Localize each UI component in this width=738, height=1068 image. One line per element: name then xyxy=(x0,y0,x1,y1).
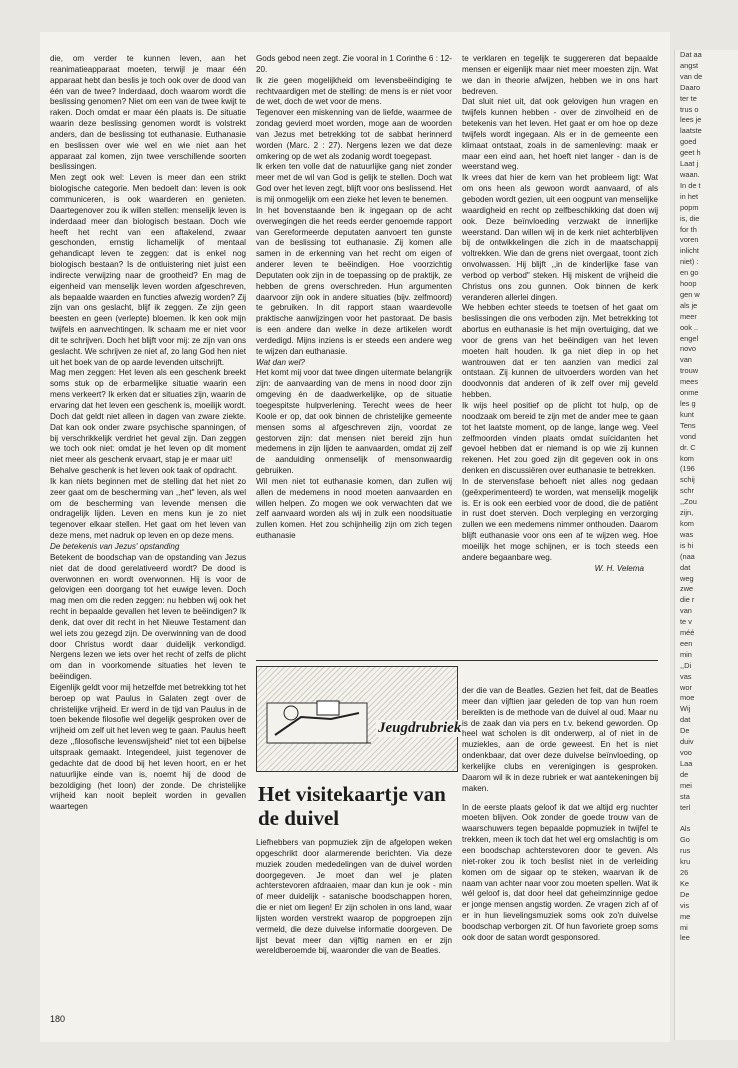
next-page-line: mi xyxy=(680,922,688,932)
next-page-line: laatste xyxy=(680,126,702,136)
next-page-line: in het xyxy=(680,191,699,201)
next-page-line: De xyxy=(680,889,690,899)
next-page-line: vond xyxy=(680,431,697,441)
article-column-2: Liefhebbers van popmuziek zijn de afgelopen weken opgeschrikt door alarmerende berichten. Via deze muziek zouden mededelingen van de duivel worden doorgegeven. Je moet dan wel je platen achterstevoren afdraaien, maar dan kun je ook - min of meer duidelijk - satanische boodschappen horen, die er niet om liegen! Er zijn scholen in ons land, waar lijsten worden verstrekt waarop de popgroepen zijn vermeld, die deze duivelse informatie doorgeven. De lijst bevat meer dan vijftig namen en er zijn wereldberoemde bij, waaronder die van de Beatles. xyxy=(256,838,452,956)
jeugdrubriek-banner xyxy=(256,666,458,772)
page-number: 180 xyxy=(50,1014,66,1024)
paragraph: Ik vrees dat hier de kern van het probleem ligt: Wat om ons heen als gewoon wordt aanvaard, of als geboden wordt gezien, uit een oogpunt van menselijke waardigheid en recht op zelfbeschikking dat doen wij ook. Deze beïnvloeding verzwakt de innerlijke weerstand. Dan willen wij in de kerk niet achterblijven bij de ontwikkelingen die zich in de maatschappij voltrekken. Wie dan de grens niet overgaat, toont zich onvolwassen. Hij blijft ,,in de kinderlijke fase van verbod op verbod" steken. Hij miskent de vrijheid die Christus ons zou gunnen. Ook binnen de kerk veranderen allerlei dingen. xyxy=(462,173,658,302)
next-page-line: kom xyxy=(680,518,694,528)
next-page-line: Go xyxy=(680,835,690,845)
next-page-line: ,,Di xyxy=(680,660,692,670)
next-page-line: is hi xyxy=(680,540,694,550)
next-page-line: als je xyxy=(680,300,698,310)
next-page-line: onme xyxy=(680,388,699,398)
paragraph: te verklaren en tegelijk te suggereren dat bepaalde mensen er eigenlijk maar niet meer moesten zijn. Wat we dan in theorie afwijzen, hebben we in ons hart bedreven. xyxy=(462,54,658,96)
section-heading-opstanding: De betekenis van Jezus' opstanding xyxy=(50,541,180,551)
paragraph: Dat sluit niet uit, dat ook gelovigen hun vragen en twijfels kunnen hebben - over de zinvolheid en de betekenis van het leven. Het gaat er om hoe op deze twijfels wordt ingegaan. Als er in de gemeente een klimaat ontstaat, zoals in de samenleving: maak er maar een eind aan, het hoeft niet langer - dan is de weerstand weg. xyxy=(462,97,658,172)
next-page-line: Laa xyxy=(680,758,693,768)
next-page-line: lees je xyxy=(680,115,702,125)
next-page-line: rus xyxy=(680,846,691,856)
article-column-3 xyxy=(462,678,658,952)
column-3 xyxy=(462,54,658,575)
paragraph: In de stervensfase behoeft niet alles nog gedaan (geëxperimenteerd) te worden, wat menselijk mogelijk is. Er is ook een eerbied voor de dood, die de patiënt in rust doet sterven. Doch verpleging en verzorging zullen we een medemens nimmer onthouden. Daarom blijft euthanasie voor ons een af te wijzen weg. Hoe moeilijk het moge schijnen, er is toch steeds een andere begaanbare weg. xyxy=(462,476,658,562)
next-page-line: De xyxy=(680,726,690,736)
next-page-line: me xyxy=(680,911,691,921)
paragraph: Gods gebod neen zegt. Zie vooral in 1 Corinthe 6 : 12-20. xyxy=(256,54,452,74)
next-page-line: (naa xyxy=(680,551,695,561)
next-page-line: méé xyxy=(680,628,695,638)
next-page-line: Dat aa xyxy=(680,50,702,59)
paragraph: Ik zie geen mogelijkheid om levensbeëindiging te rechtvaardigen met de stelling: de mens is er niet voor de wet, doch de wet voor de mens. xyxy=(256,75,452,107)
next-page-line: trouw xyxy=(680,366,699,376)
next-page-line: ter te xyxy=(680,93,697,103)
next-page-line: gen w xyxy=(680,289,700,299)
next-page-line: voo xyxy=(680,748,692,757)
next-page-line: sta xyxy=(680,791,690,801)
next-page-line: van xyxy=(680,606,692,616)
next-page-edge xyxy=(674,50,738,1040)
next-page-line: 26 xyxy=(680,867,689,877)
next-page-line: engel xyxy=(680,333,699,343)
column-2 xyxy=(256,54,452,654)
next-page-line: schij xyxy=(680,475,695,485)
next-page-line: dat xyxy=(680,562,691,572)
paragraph: Tegenover een miskenning van de liefde, waarmee de zondag gevierd moet worden, moge aan de woorden van Jezus met betrekking tot de sabbat herinnerd worden (Marc. 2 : 27). Nergens lezen we dat deze omkering op de wet als zodanig wordt toegepast. xyxy=(256,108,452,161)
next-page-line xyxy=(675,813,738,824)
paragraph: Ik kan niets beginnen met de stelling dat het niet zo zeer gaat om de bescherming van ,,het" leven, als wel om de bescherming van levende mensen die ondragelijk lijden. Leven en mens kun je zo niet tegenover elkaar stellen. Het gaat om het leven van deze mens, met nadruk op leven en op deze mens. xyxy=(50,476,246,541)
next-page-line: (196 xyxy=(680,464,695,474)
article-title: Het visitekaartje van de duivel xyxy=(258,782,446,830)
magazine-page xyxy=(40,32,670,1042)
next-page-line: voren xyxy=(680,235,699,245)
reading-figure-illustration xyxy=(261,673,381,765)
next-page-line: mei xyxy=(680,780,692,790)
next-page-line: niet) : xyxy=(680,257,699,267)
section-heading-wat-dan-wel: Wat dan wel? xyxy=(256,357,305,367)
next-page-line: een xyxy=(680,638,693,648)
next-page-line: les g xyxy=(680,399,696,408)
next-page-line: dat xyxy=(680,715,691,725)
paragraph: Het komt mij voor dat twee dingen uitermate belangrijk zijn: de aanvaarding van de mens in nood door zijn omgeving én de daadwerkelijke, op de situatie toegespitste hulpverlening. Terecht wees de heer Koole er op, dat ook binnen de christelijke gemeente mensen soms al afgeschreven zijn, voordat ze gestorven zijn: dat mensen niet bereid zijn hun medemens in zijn lijden te aanvaarden, omdat zij zelf de aanduiding onmenselijk of mensonwaardig gebruiken. xyxy=(256,368,452,476)
next-page-line: mees xyxy=(680,377,699,387)
section-divider xyxy=(256,660,658,661)
next-page-line: lee xyxy=(680,933,690,943)
next-page-line: trus o xyxy=(680,104,699,114)
next-page-line: kru xyxy=(680,857,691,867)
next-page-line: duiv xyxy=(680,737,694,747)
next-page-line: Ke xyxy=(680,878,690,888)
paragraph: Eigenlijk geldt voor mij hetzelfde met betrekking tot het beroep op wat Paulus in Galaten zegt over de christelijke vrijheid. Er werd in de tijd van Paulus in de toen bekende filosofie wel degelijk gesproken over de vrijheid om zelf uit het leven weg te gaan. Paulus heeft deze ,,filosofische levenswijsheid" niet tot een bijbelse uitspraak gemaakt. Integendeel, juist tegenover de gedachte dat de dood bij het leven hoort, en er het natuurlijke einde van is, noemt hij de dood de bezoldiging (het loon) der zonde. De christelijke vrijheid kan nooit bepleit worden in gevallen waartegen xyxy=(50,682,246,812)
next-page-line: waan. xyxy=(680,169,700,179)
next-page-line: ook .. xyxy=(680,322,699,332)
next-page-line: wor xyxy=(680,682,692,692)
next-page-line: geet h xyxy=(680,148,701,158)
next-page-line: vis xyxy=(680,900,690,910)
next-page-line: weg xyxy=(680,573,694,583)
next-page-line: novo xyxy=(680,344,697,354)
paragraph: In de eerste plaats geloof ik dat we altijd erg nuchter moeten blijven. Ook zonder de goede trouw van de waarschuwers tegen bepaalde popmuziek in twijfel te trekken, meen ik toch dat het wel erg omslachtig is om een boodschap achterstevoren door te geven. Als niet-roker zou ik toch beslist niet in de verleiding komen om de sigaar op te steken, waarvan ik de naam van achter naar voor zou moeten spellen. Wat ik wél geloof is, dat door heel dat geheimzinnige gedoe er jonge mensen angstig worden. Ze vragen zich af of er in hun lievelingsmuziek soms ook zo'n duivelse boodschap verborgen zit. Of hun favoriete groep soms ook door de satan wordt gesponsored. xyxy=(462,802,658,942)
jeugdrubriek-label: Jeugdrubriek xyxy=(378,720,462,736)
next-page-line: schr xyxy=(680,486,694,496)
next-page-line: kunt xyxy=(680,409,694,419)
column-1 xyxy=(50,54,246,813)
next-page-line: van xyxy=(680,355,692,365)
next-page-line: for th xyxy=(680,224,697,234)
next-page-line: van de xyxy=(680,71,703,81)
next-page-line: is, die xyxy=(680,213,700,223)
next-page-line: zwe xyxy=(680,584,694,594)
next-page-line: ,,Zou xyxy=(680,497,697,507)
next-page-line: hoop xyxy=(680,279,697,289)
next-page-line: de xyxy=(680,769,689,779)
next-page-line: terl xyxy=(680,802,691,812)
paragraph: Men zegt ook wel: Leven is meer dan een strikt biologische categorie. Men bedoelt dan: leven is ook communiceren, is ook waarderen en genieten. Daartegenover zou ik willen stellen: menselijk leven is inderdaad meer dan biologisch bestaan. Doch wie heeft het recht van een aftakelend, zwaar geschonden, ernstig lichamelijk of mentaal gehandicapt leven te zeggen: dat is enkel nog biologisch bestaan? Is de ontluistering niet juist een indirecte verwijzing naar de grootheid? En mag de eigenheid van menselijk leven worden afgeschreven, als bepaalde waarden en functies afwezig worden? Zij zijn van ons geslacht, blijf ik zeggen. Ze zijn geen beesten en geen (verlepte) bloemen. Ik ken ook mijn twijfels en aanvechtingen. Ik schaam me er niet voor dit te schrijven. Doch het blijft voor mij: ze zijn van ons geslacht. We schrijven ze niet af, zo lang God hen niet uit het boek van de op aarde levenden uitschrijft. xyxy=(50,173,246,367)
paragraph: We hebben echter steeds te toetsen of het gaat om beslissingen die ons verboden zijn. Met betrekking tot abortus en euthanasie is het mijn overtuiging, dat we voor de grens van het beëindigen van het leven moeten halt houden. Ik ga niet diep in op het wantrouwen dat er ten aanzien van medici zal ontstaan. Zij kunnen de uitvoerders worden van het doodvonnis dat anderen of ik zelf over mij geveld hebben. xyxy=(462,303,658,400)
next-page-line: min xyxy=(680,649,692,659)
paragraph: die, om verder te kunnen leven, aan het reanimatieapparaat moeten, terwijl je maar één apparaat hebt dan beslis je toch ook over de dood van één van de twee? Inderdaad, doch waarom wordt die beslissing genomen? Niet om een van de twee kwijt te raken. Doch omdat er maar één plaats is. De situatie waarin deze beslissing genomen wordt is volstrekt anders, dan de beslissing tot euthanasie. Euthanasie en beslissen over wie wel en wie niet aan het apparaat zal komen, zijn twee verschillende soorten beslissingen. xyxy=(50,54,246,172)
paragraph: Betekent de boodschap van de opstanding van Jezus niet dat de dood gerelativeerd wordt? De dood is overwonnen en wordt overwonnen. Hij is voor de gelovigen een doorgang tot het euwige leven. Doch mag men om die reden zeggen: nu hebben wij ook het recht in bepaalde gevallen het leven te beëindigen? Ik denk, dat over dit recht in het Nieuwe Testament dan wel iets zou gezegd zijn. De overwinning van de dood door Christus wordt daar duidelijk verkondigd. Nergens lezen we iets over het recht of zelfs de plicht om dan in voorkomende situaties het leven te beëindigen. xyxy=(50,552,246,682)
next-page-line: goed xyxy=(680,137,697,147)
paragraph: Ik wijs heel positief op de plicht tot hulp, op de noodzaak om bereid te zijn met de ander mee te gaan tot het laatste moment, op de lange, lange weg. Veel zelfmoorden vinden plaats omdat suïcidanten het gevoel hebben dat er niemand is op wie zij kunnen rekenen. Het zou goed zijn dit gegeven ook in ons denken en discussiëren over euthanasie te betrekken. xyxy=(462,401,658,476)
paragraph: Ik erken ten volle dat de natuurlijke gang niet zonder meer met de wil van God is gelijk te stellen. Doch wat God over het leven zegt, blijft voor ons beslissend. Het is mij onmogelijk om een zieke het leven te benemen. xyxy=(256,162,452,204)
next-page-line: en go xyxy=(680,268,699,278)
next-page-line: zijn, xyxy=(680,508,694,518)
next-page-line: Laat j xyxy=(680,159,699,169)
next-page-line: Daaro xyxy=(680,82,701,92)
paragraph: Mag men zeggen: Het leven als een geschenk breekt soms stuk op de erbarmelijke situatie waarin een mens verkeert? Ik erken dat er situaties zijn, waarin de ervaring dat het leven een geschenk is, moeilijk wordt. Doch dat geldt niet alleen in dagen van zware ziekte. Dat kan ook onder zware psychische spanningen, of bij verschrikkelijk verdriet het geval zijn. Dan zeggen we toch ook niet: omdat je het leven op dit moment niet meer als geschenk ervaart, stap je er maar uit! xyxy=(50,368,246,465)
next-page-line: was xyxy=(680,529,694,539)
next-page-line: inlicht xyxy=(680,246,699,256)
next-page-line: moe xyxy=(680,693,695,703)
paragraph: Wil men niet tot euthanasie komen, dan zullen wij allen de medemens in nood moeten aanvaarden en willen helpen. Zo mogen we ook verwachten dat we zelf aanvaard worden als wij in zulk een noodsituatie zullen komen. Het zou schijnheilig zijn om zich tegen euthanasie xyxy=(256,476,452,541)
next-page-line: dr. C xyxy=(680,442,696,452)
paragraph: der die van de Beatles. Gezien het feit, dat de Beatles meer dan vijftien jaar geleden de top van hun roem bereikten is de methode van de duivel al oud. Maar nu is de zaak dan via pers en t.v. bekend geworden. Op heel wat scholen is dit onderwerp, al of niet in de muziekles, aan de orde geweest. En het is niet ondenkbaar, dat over deze duivelse beïnvloeding, op kerkelijke clubs en verenigingen is gesproken. Daarom wil ik in deze rubriek er wat aantekeningen bij maken. xyxy=(462,686,658,793)
paragraph: Behalve geschenk is het leven ook taak of opdracht. xyxy=(50,466,238,476)
next-page-line: Wij xyxy=(680,704,691,714)
next-page-line: meer xyxy=(680,311,697,321)
next-page-line: Als xyxy=(680,824,691,834)
next-page-line: kom xyxy=(680,453,694,463)
paragraph: In het bovenstaande ben ik ingegaan op de acht overwegingen die het reeds eerder genoemde rapport van Gereformeerde deputaten aanvoert ten gunste van de beslissing tot euthanasie. Zij komen alle samen in de erkenning van het recht om eigen of anderer leven te beëindigen. Hoe voorzichtig Deputaten ook zijn in de toepassing op de praktijk, ze hebben de grens overschreden. Hun argumenten daarvoor zijn ook in andere situaties (bijv. zelfmoord) te gebruiken. In dit rapport staan waardevolle praktische aanwijzingen voor het pastoraat. De basis is een andere dan welke in deze artikelen wordt verdedigd. Mijns inziens is er steeds een andere weg te wijzen dan euthanasie. xyxy=(256,205,452,356)
next-page-line: te v xyxy=(680,617,692,627)
next-page-line: angst xyxy=(680,60,699,70)
next-page-line: vas xyxy=(680,671,692,681)
next-page-line: In de t xyxy=(680,180,701,190)
next-page-line: popm xyxy=(680,202,699,212)
next-page-line: Tens xyxy=(680,420,696,430)
author-signature: W. H. Velema xyxy=(594,563,644,573)
next-page-line: die r xyxy=(680,595,695,605)
